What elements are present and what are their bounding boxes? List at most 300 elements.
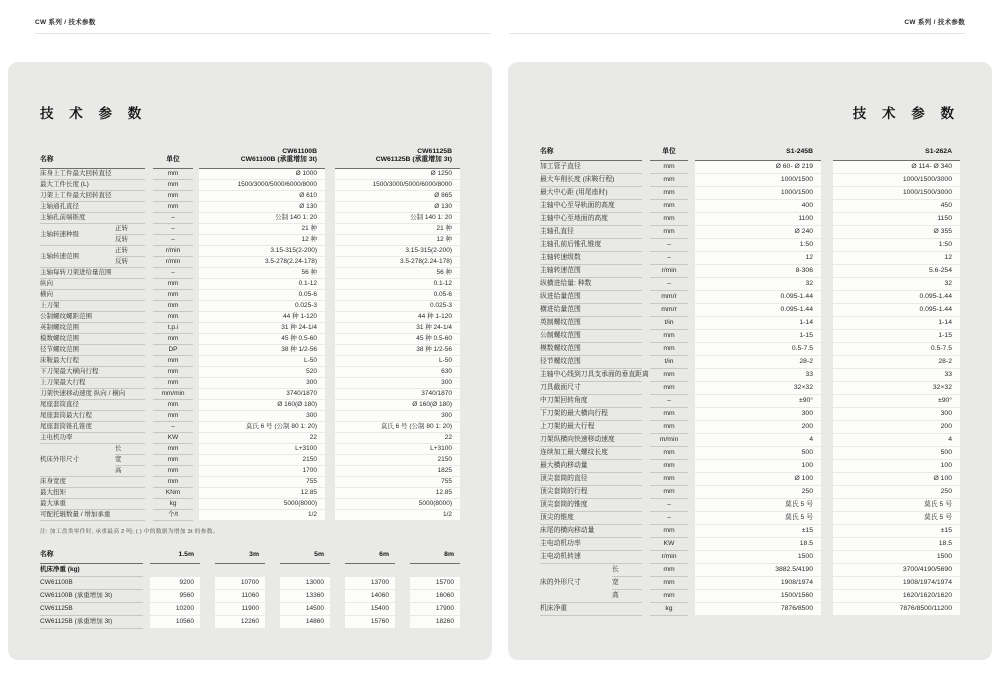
table-row [540, 408, 960, 421]
spec-unit: mm [650, 369, 688, 382]
spec-name: 最大承重 [40, 499, 145, 510]
spec-value-col2: 44 种 1-120 [335, 312, 460, 323]
spec-value-col2: Ø 1250 [335, 169, 460, 180]
col-header-model-s1-262a: S1-262A [833, 148, 960, 161]
spec-value-col2: 7876/8500/11200 [833, 603, 960, 616]
table-row [540, 434, 960, 447]
spec-value-col1: 莫氏 6 号 (公制 80 1: 20) [199, 422, 325, 433]
table-row [540, 486, 960, 499]
spec-value-col2: ±15 [833, 525, 960, 538]
spec-name: 尾座套筒最大行程 [40, 411, 145, 422]
spec-unit: – [650, 278, 688, 291]
spec-value-col2: 33 [833, 369, 960, 382]
spec-value-col1: 1-14 [695, 317, 821, 330]
spec-name: 主电动机功率 [540, 538, 642, 551]
spec-group-name: 床的外形尺寸 [540, 564, 612, 603]
table-row [540, 421, 960, 434]
spec-unit: – [153, 213, 193, 224]
spec-name: 径节螺纹范围 [540, 356, 642, 369]
spec-unit: – [153, 224, 193, 235]
table-row [540, 564, 960, 577]
spec-value-col1: 3740/1870 [199, 389, 325, 400]
spec-unit: mm [153, 356, 193, 367]
spec-unit: mm [153, 180, 193, 191]
spec-value-col2: 32×32 [833, 382, 960, 395]
spec-value-col1: 300 [199, 378, 325, 389]
table-row [40, 345, 460, 356]
spec-unit: mm [650, 564, 688, 577]
spec-name: 最大扭矩 [40, 488, 145, 499]
weight-section-row [40, 564, 460, 577]
spec-value-col1: L-50 [199, 356, 325, 367]
spec-unit: mm [650, 200, 688, 213]
table-row [40, 603, 460, 616]
spec-name: 最大车削长度 (床鞍行程) [540, 174, 642, 187]
spec-value-col2: Ø 100 [833, 473, 960, 486]
spec-value-col1: 400 [695, 200, 821, 213]
spec-value-col2: 250 [833, 486, 960, 499]
spec-value-col2: 莫氏 6 号 (公制 80 1: 20) [335, 422, 460, 433]
col-header-unit: 单位 [650, 148, 688, 161]
right-page-panel [508, 62, 992, 660]
spec-value-col2: 3.15-315(2-200) [335, 246, 460, 257]
table-row [540, 226, 960, 239]
spec-value-col2: 5.6-254 [833, 265, 960, 278]
weight-value: 11900 [215, 603, 265, 616]
spec-value-col1: Ø 240 [695, 226, 821, 239]
spec-unit: mm [650, 161, 688, 174]
spec-name: 纵横进给量: 种数 [540, 278, 642, 291]
col-header-model-cw61125b: CW61125B CW61125B (承重增加 3t) [335, 148, 460, 169]
weight-value: 12260 [215, 616, 265, 629]
left-page-title: 技 术 参 数 [40, 106, 148, 121]
spec-value-col2: 0.1-12 [335, 279, 460, 290]
table-row [540, 330, 960, 343]
spec-unit: r/min [153, 257, 193, 268]
weight-value: 10200 [150, 603, 200, 616]
spec-unit: – [650, 499, 688, 512]
spec-value-col2: Ø 865 [335, 191, 460, 202]
table-row [40, 389, 460, 400]
spec-value-col1: Ø 60- Ø 219 [695, 161, 821, 174]
spec-unit: mm [153, 169, 193, 180]
spec-value-col2: 31 种 24-1/4 [335, 323, 460, 334]
spec-name: 主轴中心线到刀具支承面的垂直距离 [540, 369, 642, 382]
spec-value-col2: Ø 355 [833, 226, 960, 239]
spec-value-col1: L+3100 [199, 444, 325, 455]
spec-value-col1: 18.5 [695, 538, 821, 551]
spec-value-col2: 1-14 [833, 317, 960, 330]
spec-name: 尾座套筒锥孔锥度 [40, 422, 145, 433]
table-row [540, 447, 960, 460]
table-row [540, 239, 960, 252]
left-page-panel [8, 62, 492, 660]
spec-value-col1: 1500/3000/5000/6000/8000 [199, 180, 325, 191]
spec-name: 模数螺纹范围 [540, 343, 642, 356]
spec-name: 主轴转速级数 [540, 252, 642, 265]
spec-unit: mm [650, 525, 688, 538]
table-row [40, 323, 460, 334]
weight-value: 15400 [345, 603, 395, 616]
weight-value: 13000 [280, 577, 330, 590]
spec-name: 纵向 [40, 279, 145, 290]
table-row [40, 590, 460, 603]
weight-value: 14860 [280, 616, 330, 629]
spec-value-col2: 1150 [833, 213, 960, 226]
spec-value-col2: 1-15 [833, 330, 960, 343]
spec-unit: mm [650, 187, 688, 200]
spec-value-col1: ±15 [695, 525, 821, 538]
table-row [540, 317, 960, 330]
col-header-name: 名称 [40, 148, 145, 169]
spec-sub-label: 正转 [115, 224, 145, 235]
spec-unit: mm [650, 460, 688, 473]
spec-value-col2: 0.025-3 [335, 301, 460, 312]
table-row [40, 356, 460, 367]
spec-value-col2: 18.5 [833, 538, 960, 551]
spec-name: 主电机功率 [40, 433, 145, 444]
table-row [40, 422, 460, 433]
weight-model-name: CW61100B [40, 577, 143, 590]
spec-unit: mm [650, 330, 688, 343]
weight-value: 13360 [280, 590, 330, 603]
table-row [40, 488, 460, 499]
spec-group-name: 机床外形尺寸 [40, 444, 115, 477]
spec-value-col2: Ø 130 [335, 202, 460, 213]
table-row [540, 499, 960, 512]
spec-group-name: 主轴转速范围 [40, 246, 115, 268]
spec-value-col1: Ø 1000 [199, 169, 325, 180]
table-row [540, 395, 960, 408]
spec-value-col1: 56 种 [199, 268, 325, 279]
weight-value: 15700 [410, 577, 460, 590]
spec-value-col1: 莫氏 5 号 [695, 512, 821, 525]
spec-value-col2: Ø 160(Ø 180) [335, 400, 460, 411]
table-row [40, 169, 460, 180]
spec-value-col2: 3.5-278(2.24-178) [335, 257, 460, 268]
table-row [40, 301, 460, 312]
spec-unit: t.p.i [153, 323, 193, 334]
spec-value-col1: Ø 130 [199, 202, 325, 213]
spec-value-col2: 300 [335, 378, 460, 389]
table-row [40, 444, 460, 455]
table-row [40, 279, 460, 290]
spec-value-col2: 12.85 [335, 488, 460, 499]
table-row [540, 512, 960, 525]
weight-value: 10560 [150, 616, 200, 629]
table-row [40, 334, 460, 345]
spec-value-col1: 3882.5/4190 [695, 564, 821, 577]
table-row [540, 291, 960, 304]
spec-value-col2: 755 [335, 477, 460, 488]
weight-model-name: CW61125B [40, 603, 143, 616]
spec-unit: mm/r [650, 304, 688, 317]
spec-value-col1: 755 [199, 477, 325, 488]
spec-value-col1: Ø 100 [695, 473, 821, 486]
table-row [40, 510, 460, 521]
spec-value-col1: 3.15-315(2-200) [199, 246, 325, 257]
spec-value-col1: 32 [695, 278, 821, 291]
spec-unit: mm [153, 411, 193, 422]
spec-unit: mm [153, 444, 193, 455]
spec-sub-label: 反转 [115, 257, 145, 268]
table-row [40, 224, 460, 235]
table-row [540, 200, 960, 213]
spec-value-col1: Ø 160(Ø 180) [199, 400, 325, 411]
spec-unit: mm [153, 378, 193, 389]
spec-value-col1: 1/2 [199, 510, 325, 521]
table-row [40, 180, 460, 191]
spec-unit: mm [153, 202, 193, 213]
spec-value-col2: 0.095-1.44 [833, 291, 960, 304]
spec-value-col1: 33 [695, 369, 821, 382]
spec-value-col2: 38 种 1/2-56 [335, 345, 460, 356]
spec-value-col2: 0.095-1.44 [833, 304, 960, 317]
weight-value: 9200 [150, 577, 200, 590]
spec-unit: mm [650, 343, 688, 356]
header-rule-right [509, 33, 965, 34]
table-row [540, 252, 960, 265]
spec-value-col1: ±90° [695, 395, 821, 408]
spec-name: 顶尖的锥度 [540, 512, 642, 525]
spec-value-col2: 1500 [833, 551, 960, 564]
spec-unit: t/in [650, 317, 688, 330]
weight-value: 9560 [150, 590, 200, 603]
table-row [540, 538, 960, 551]
left-spec-table [40, 148, 460, 521]
spec-name: 顶尖套筒的直径 [540, 473, 642, 486]
spec-value-col2: 1500/3000/5000/6000/8000 [335, 180, 460, 191]
spec-unit: mm [650, 577, 688, 590]
spec-name: 连续加工最大螺纹长度 [540, 447, 642, 460]
table-row [540, 473, 960, 486]
table-row [540, 265, 960, 278]
right-page-title: 技 术 参 数 [852, 106, 960, 121]
table-row [40, 477, 460, 488]
table-row [40, 268, 460, 279]
spec-value-col2: 56 种 [335, 268, 460, 279]
spec-value-col1: 38 种 1/2-56 [199, 345, 325, 356]
spec-value-col2: 0.5-7.5 [833, 343, 960, 356]
weight-col-name: 名称 [40, 548, 143, 564]
spec-value-col1: 0.05-6 [199, 290, 325, 301]
spec-value-col2: 200 [833, 421, 960, 434]
spec-value-col1: 200 [695, 421, 821, 434]
spec-sub-label: 宽 [612, 577, 642, 590]
breadcrumb-left: CW 系列 / 技术参数 [35, 19, 96, 26]
spec-value-col2: 300 [335, 411, 460, 422]
spec-unit: mm [153, 312, 193, 323]
table-row [40, 191, 460, 202]
spec-unit: – [153, 422, 193, 433]
spec-unit: r/min [650, 265, 688, 278]
spec-sub-label: 长 [612, 564, 642, 577]
spec-name: 可配托辊数量 / 增加承重 [40, 510, 145, 521]
spec-value-col1: 2150 [199, 455, 325, 466]
right-spec-header-row [540, 148, 960, 161]
spec-value-col1: 500 [695, 447, 821, 460]
spec-name: 主轴通孔直径 [40, 202, 145, 213]
weight-value: 11060 [215, 590, 265, 603]
spec-value-col2: ±90° [833, 395, 960, 408]
spec-value-col2: 300 [833, 408, 960, 421]
spec-value-col1: 0.1-12 [199, 279, 325, 290]
spec-value-col2: 500 [833, 447, 960, 460]
spec-sub-label: 高 [115, 466, 145, 477]
spec-name: 横向 [40, 290, 145, 301]
spec-value-col1: 1500 [695, 551, 821, 564]
spec-unit: m/min [650, 434, 688, 447]
spec-unit: DP [153, 345, 193, 356]
spec-value-col1: 1700 [199, 466, 325, 477]
spec-value-col2: 21 种 [335, 224, 460, 235]
spec-sub-label: 宽 [115, 455, 145, 466]
spec-name: 中刀架回转角度 [540, 395, 642, 408]
table-row [540, 161, 960, 174]
spec-name: 上刀架的最大行程 [540, 421, 642, 434]
spec-value-col2: 1620/1620/1620 [833, 590, 960, 603]
spec-unit: – [650, 239, 688, 252]
spec-unit: mm [153, 466, 193, 477]
table-row [540, 460, 960, 473]
table-row [40, 400, 460, 411]
table-row [540, 174, 960, 187]
footnote: 注: 加工盘类零件时, 承重最高 2 吨; ( ) 中的数据为增加 3t 的参数。 [40, 529, 219, 535]
spec-name: 刀架上工件最大回转直径 [40, 191, 145, 202]
spec-value-col1: 3.5-278(2.24-178) [199, 257, 325, 268]
table-row [40, 246, 460, 257]
weight-value: 18260 [410, 616, 460, 629]
spec-name: 床尾的横向移动量 [540, 525, 642, 538]
spec-unit: kg [650, 603, 688, 616]
table-row [40, 616, 460, 629]
table-row [40, 411, 460, 422]
spec-sub-label: 正转 [115, 246, 145, 257]
spec-value-col1: 32×32 [695, 382, 821, 395]
weight-value: 16060 [410, 590, 460, 603]
spec-unit: r/min [650, 551, 688, 564]
spec-unit: r/min [153, 246, 193, 257]
spec-value-col1: 520 [199, 367, 325, 378]
spec-value-col1: 300 [695, 408, 821, 421]
weight-col-5m: 5m [280, 548, 330, 564]
spec-value-col1: 8-306 [695, 265, 821, 278]
spec-value-col1: 7876/8500 [695, 603, 821, 616]
table-row [40, 577, 460, 590]
spec-unit: mm [650, 408, 688, 421]
spec-value-col2: 450 [833, 200, 960, 213]
header-rule-left [35, 33, 491, 34]
spec-unit: KW [153, 433, 193, 444]
spec-name: 刀架快速移动速度 纵向 / 横向 [40, 389, 145, 400]
spec-unit: mm [650, 421, 688, 434]
spec-value-col1: Ø 610 [199, 191, 325, 202]
left-spec-header-row [40, 148, 460, 169]
weight-col-1-5m: 1.5m [150, 548, 200, 564]
spec-value-col2: 1/2 [335, 510, 460, 521]
spec-value-col2: 100 [833, 460, 960, 473]
spec-value-col1: 44 种 1-120 [199, 312, 325, 323]
weight-value: 14060 [345, 590, 395, 603]
spec-unit: t/in [650, 356, 688, 369]
breadcrumb-right: CW 系列 / 技术参数 [904, 19, 965, 26]
spec-value-col1: 31 种 24-1/4 [199, 323, 325, 334]
spec-value-col1: 1908/1974 [695, 577, 821, 590]
spec-value-col2: 0.05-6 [335, 290, 460, 301]
spec-name: 上刀架 [40, 301, 145, 312]
spec-name: 床身上工件最大回转直径 [40, 169, 145, 180]
spec-name: 下刀架最大横向行程 [40, 367, 145, 378]
spec-unit: mm [650, 473, 688, 486]
spec-value-col2: 22 [335, 433, 460, 444]
spec-unit: 个/t [153, 510, 193, 521]
weight-value: 17900 [410, 603, 460, 616]
spec-unit: mm [650, 486, 688, 499]
spec-value-col2: 3700/4190/5690 [833, 564, 960, 577]
spec-value-col1: 0.025-3 [199, 301, 325, 312]
spec-name: 床鞍最大行程 [40, 356, 145, 367]
right-spec-table [540, 148, 960, 616]
spec-value-col1: 12 [695, 252, 821, 265]
spec-value-col2: 28-2 [833, 356, 960, 369]
table-row [540, 369, 960, 382]
spec-value-col1: 0.095-1.44 [695, 304, 821, 317]
spec-unit: mm [153, 455, 193, 466]
spec-value-col1: 1-15 [695, 330, 821, 343]
spec-name: 刀具截面尺寸 [540, 382, 642, 395]
spec-value-col2: 1:50 [833, 239, 960, 252]
spec-unit: mm [650, 174, 688, 187]
spec-value-col1: 5000(8000) [199, 499, 325, 510]
spec-name: 主轴孔直径 [540, 226, 642, 239]
spec-name: 最大横向移动量 [540, 460, 642, 473]
spec-value-col2: L-50 [335, 356, 460, 367]
spec-value-col2: 1825 [335, 466, 460, 477]
spec-name: 纵进给量范围 [540, 291, 642, 304]
spec-name: 上刀架最大行程 [40, 378, 145, 389]
spec-value-col1: 100 [695, 460, 821, 473]
table-row [540, 187, 960, 200]
spec-value-col1: 300 [199, 411, 325, 422]
table-row [540, 356, 960, 369]
spec-name: 主轴中心至地面的高度 [540, 213, 642, 226]
spec-unit: – [650, 512, 688, 525]
spec-unit: kg [153, 499, 193, 510]
table-row [40, 367, 460, 378]
spec-value-col2: L+3100 [335, 444, 460, 455]
weight-value: 13700 [345, 577, 395, 590]
spec-name: 公制螺纹范围 [540, 330, 642, 343]
spec-value-col2: 1000/1500/3000 [833, 187, 960, 200]
table-row [540, 343, 960, 356]
spec-unit: – [153, 268, 193, 279]
spec-name: 径节螺纹范围 [40, 345, 145, 356]
spec-name: 加工管子直径 [540, 161, 642, 174]
spec-name: 下刀架的最大横向行程 [540, 408, 642, 421]
table-row [540, 278, 960, 291]
spec-group-name: 主轴转速种级 [40, 224, 115, 246]
spec-value-col1: 1000/1500 [695, 187, 821, 200]
spec-value-col1: 28-2 [695, 356, 821, 369]
spec-name: 模数螺纹范围 [40, 334, 145, 345]
table-row [40, 213, 460, 224]
table-row [540, 213, 960, 226]
spec-name: 床身宽度 [40, 477, 145, 488]
spec-value-col2: 32 [833, 278, 960, 291]
spec-name: 英制螺纹范围 [40, 323, 145, 334]
spec-sub-label: 高 [612, 590, 642, 603]
spec-unit: mm [650, 447, 688, 460]
